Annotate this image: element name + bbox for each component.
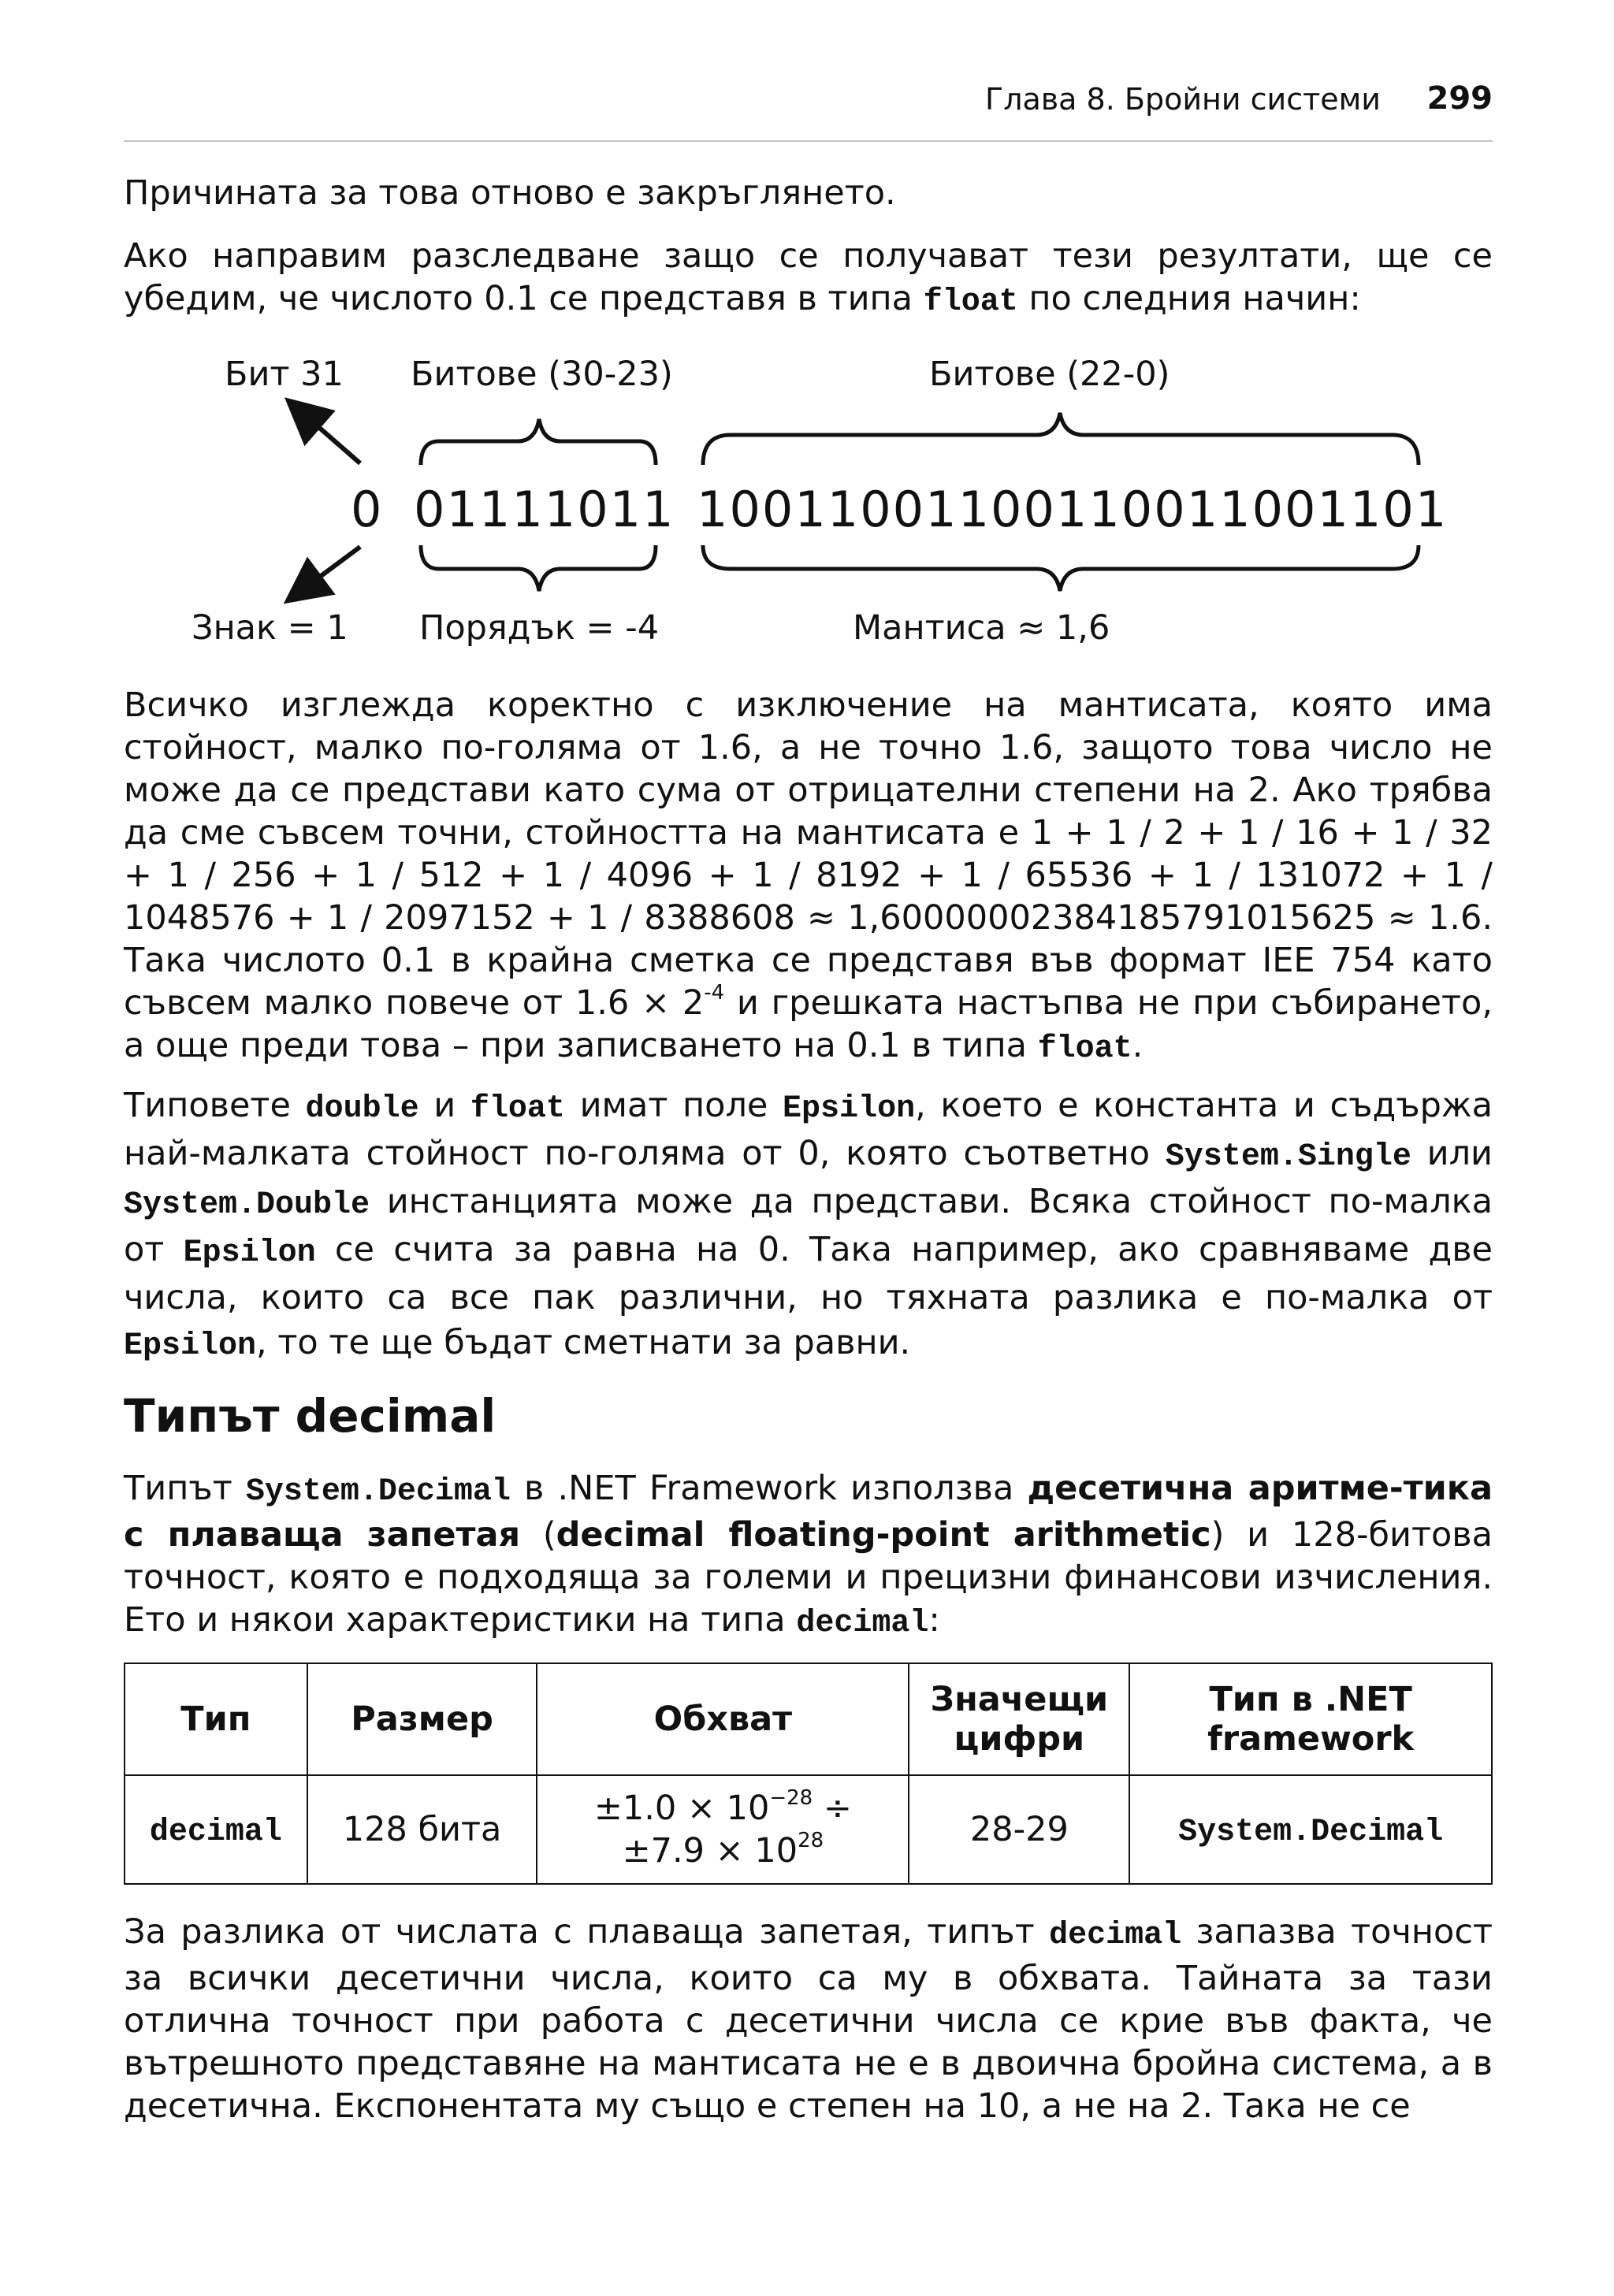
chapter-title: Глава 8. Бройни системи bbox=[985, 82, 1381, 117]
paragraph-epsilon: Типовете double и float имат поле Epsilon, което е константа и съдържа най-малката стойност по-голяма от 0, която съответно System.Single или System.Double инстанцията може да представи. Всяка стойност по-малка от Epsilon се счита за равна на 0. Така например, ако сравняваме две числа, които са все пак различни, но тяхната разлика е по-малка от Epsilon, то те ще бъдат сметнати за равни. bbox=[124, 1086, 1493, 1364]
code-epsilon: Epsilon bbox=[783, 1091, 916, 1127]
table-header-cell: Тип bbox=[125, 1663, 307, 1775]
code-system-single: System.Single bbox=[1165, 1139, 1411, 1175]
code-float: float bbox=[1037, 1031, 1132, 1067]
paragraph-rounding: Причината за това отново е закръглянето. bbox=[124, 173, 896, 213]
paragraph-decimal-intro: Типът System.Decimal в .NET Framework използва десетична аритме-тика с плаваща запетая (decimal floating-point arithmetic) и 128-битова точност, която е подходяща за големи и прецизни финансови изчисления. Ето и някои характеристики на типа decimal: bbox=[124, 1469, 1493, 1641]
table-cell-digits: 28-29 bbox=[909, 1775, 1129, 1884]
code-system-decimal: System.Decimal bbox=[245, 1474, 511, 1510]
decimal-table bbox=[124, 1663, 1493, 1885]
code-epsilon: Epsilon bbox=[124, 1328, 257, 1364]
table-cell-size: 128 бита bbox=[307, 1775, 537, 1884]
code-float: float bbox=[470, 1091, 565, 1127]
exponent-label: Порядък = -4 bbox=[419, 608, 660, 648]
mantissa-label: Мантиса ≈ 1,6 bbox=[853, 608, 1110, 648]
section-heading: Типът decimal bbox=[124, 1389, 496, 1443]
brace-bottom-mantissa bbox=[703, 545, 1419, 591]
table-cell-range: $\pm 1.0 \times 10^{-28}$ ÷ $\pm 7.9 \times 10^{28}$ bbox=[537, 1775, 909, 1884]
table-header-cell: Значещи цифри bbox=[909, 1663, 1129, 1775]
code-double: double bbox=[305, 1091, 419, 1127]
code-system-double: System.Double bbox=[124, 1187, 370, 1223]
paragraph-mantissa: Всичко изглежда коректно с изключение на мантисата, която има стойност, малко по-голяма от 1.6, а не точно 1.6, защото това число не може да се представи като сума от отрицателни степени на 2. Ако трябва да сме съвсем точни, стойността на мантисата е 1 + 1 / 2 + 1 / 16 + 1 / 32 + 1 / 256 + 1 / 512 + 1 / 4096 + 1 / 8192 + 1 / 65536 + 1 / 131072 + 1 / 1048576 + 1 / 2097152 + 1 / 8388608 ≈ 1,60000002384185791015625 ≈ 1.6. Така числото 0.1 в крайна сметка се представя във формат IEE 754 като съвсем малко повече от $1.6 \times 2^{-4}$ и грешката настъпва не при събирането, а още преди това – при записването на 0.1 в типа float. bbox=[124, 685, 1493, 1067]
mantissa-bits: 10011001100110011001101 bbox=[697, 481, 1449, 538]
table-header-cell: Тип в .NET framework bbox=[1129, 1663, 1492, 1775]
code-epsilon: Epsilon bbox=[183, 1235, 316, 1271]
code-float: float bbox=[923, 284, 1018, 320]
page-header bbox=[124, 77, 1493, 142]
paragraph-investigation: Ако направим разследване защо се получават тези резултати, ще се убедим, че числото 0.1 се представя в типа float по следния начин: bbox=[124, 236, 1493, 320]
table-header-row bbox=[125, 1663, 1492, 1775]
exponent-bits-label: Битове (30-23) bbox=[411, 355, 673, 394]
table-header-cell: Размер bbox=[307, 1663, 537, 1775]
mantissa-bits-label: Битове (22-0) bbox=[929, 355, 1170, 394]
float-bits-diagram bbox=[124, 347, 1493, 662]
brace-top-exponent bbox=[421, 419, 656, 465]
page-number: 299 bbox=[1426, 80, 1493, 117]
table-cell-type: decimal bbox=[125, 1775, 307, 1884]
sign-bit: 0 bbox=[351, 481, 384, 538]
table-header-cell: Обхват bbox=[537, 1663, 909, 1775]
code-decimal: decimal bbox=[1049, 1918, 1182, 1953]
table-cell-net-type: System.Decimal bbox=[1129, 1775, 1492, 1884]
bit31-label: Бит 31 bbox=[225, 355, 344, 394]
paragraph-decimal-precision: За разлика от числата с плаваща запетая, типът decimal запазва точност за всички десетични числа, които са му в обхвата. Тайната за тази отлична точност при работа с десетични числа се крие във факта, че вътрешното представяне на мантисата не е в двоична бройна система, а в десетична. Експонентата му също е степен на 10, а не на 2. Така не се bbox=[124, 1912, 1493, 2126]
arrow-down-icon bbox=[299, 547, 360, 593]
code-decimal: decimal bbox=[796, 1606, 929, 1641]
brace-top-mantissa bbox=[703, 413, 1419, 465]
exponent-bits: 01111011 bbox=[414, 481, 675, 538]
brace-bottom-exponent bbox=[421, 545, 656, 591]
table-row bbox=[125, 1775, 1492, 1884]
sign-label: Знак = 1 bbox=[192, 608, 348, 648]
arrow-up-icon bbox=[299, 410, 360, 463]
